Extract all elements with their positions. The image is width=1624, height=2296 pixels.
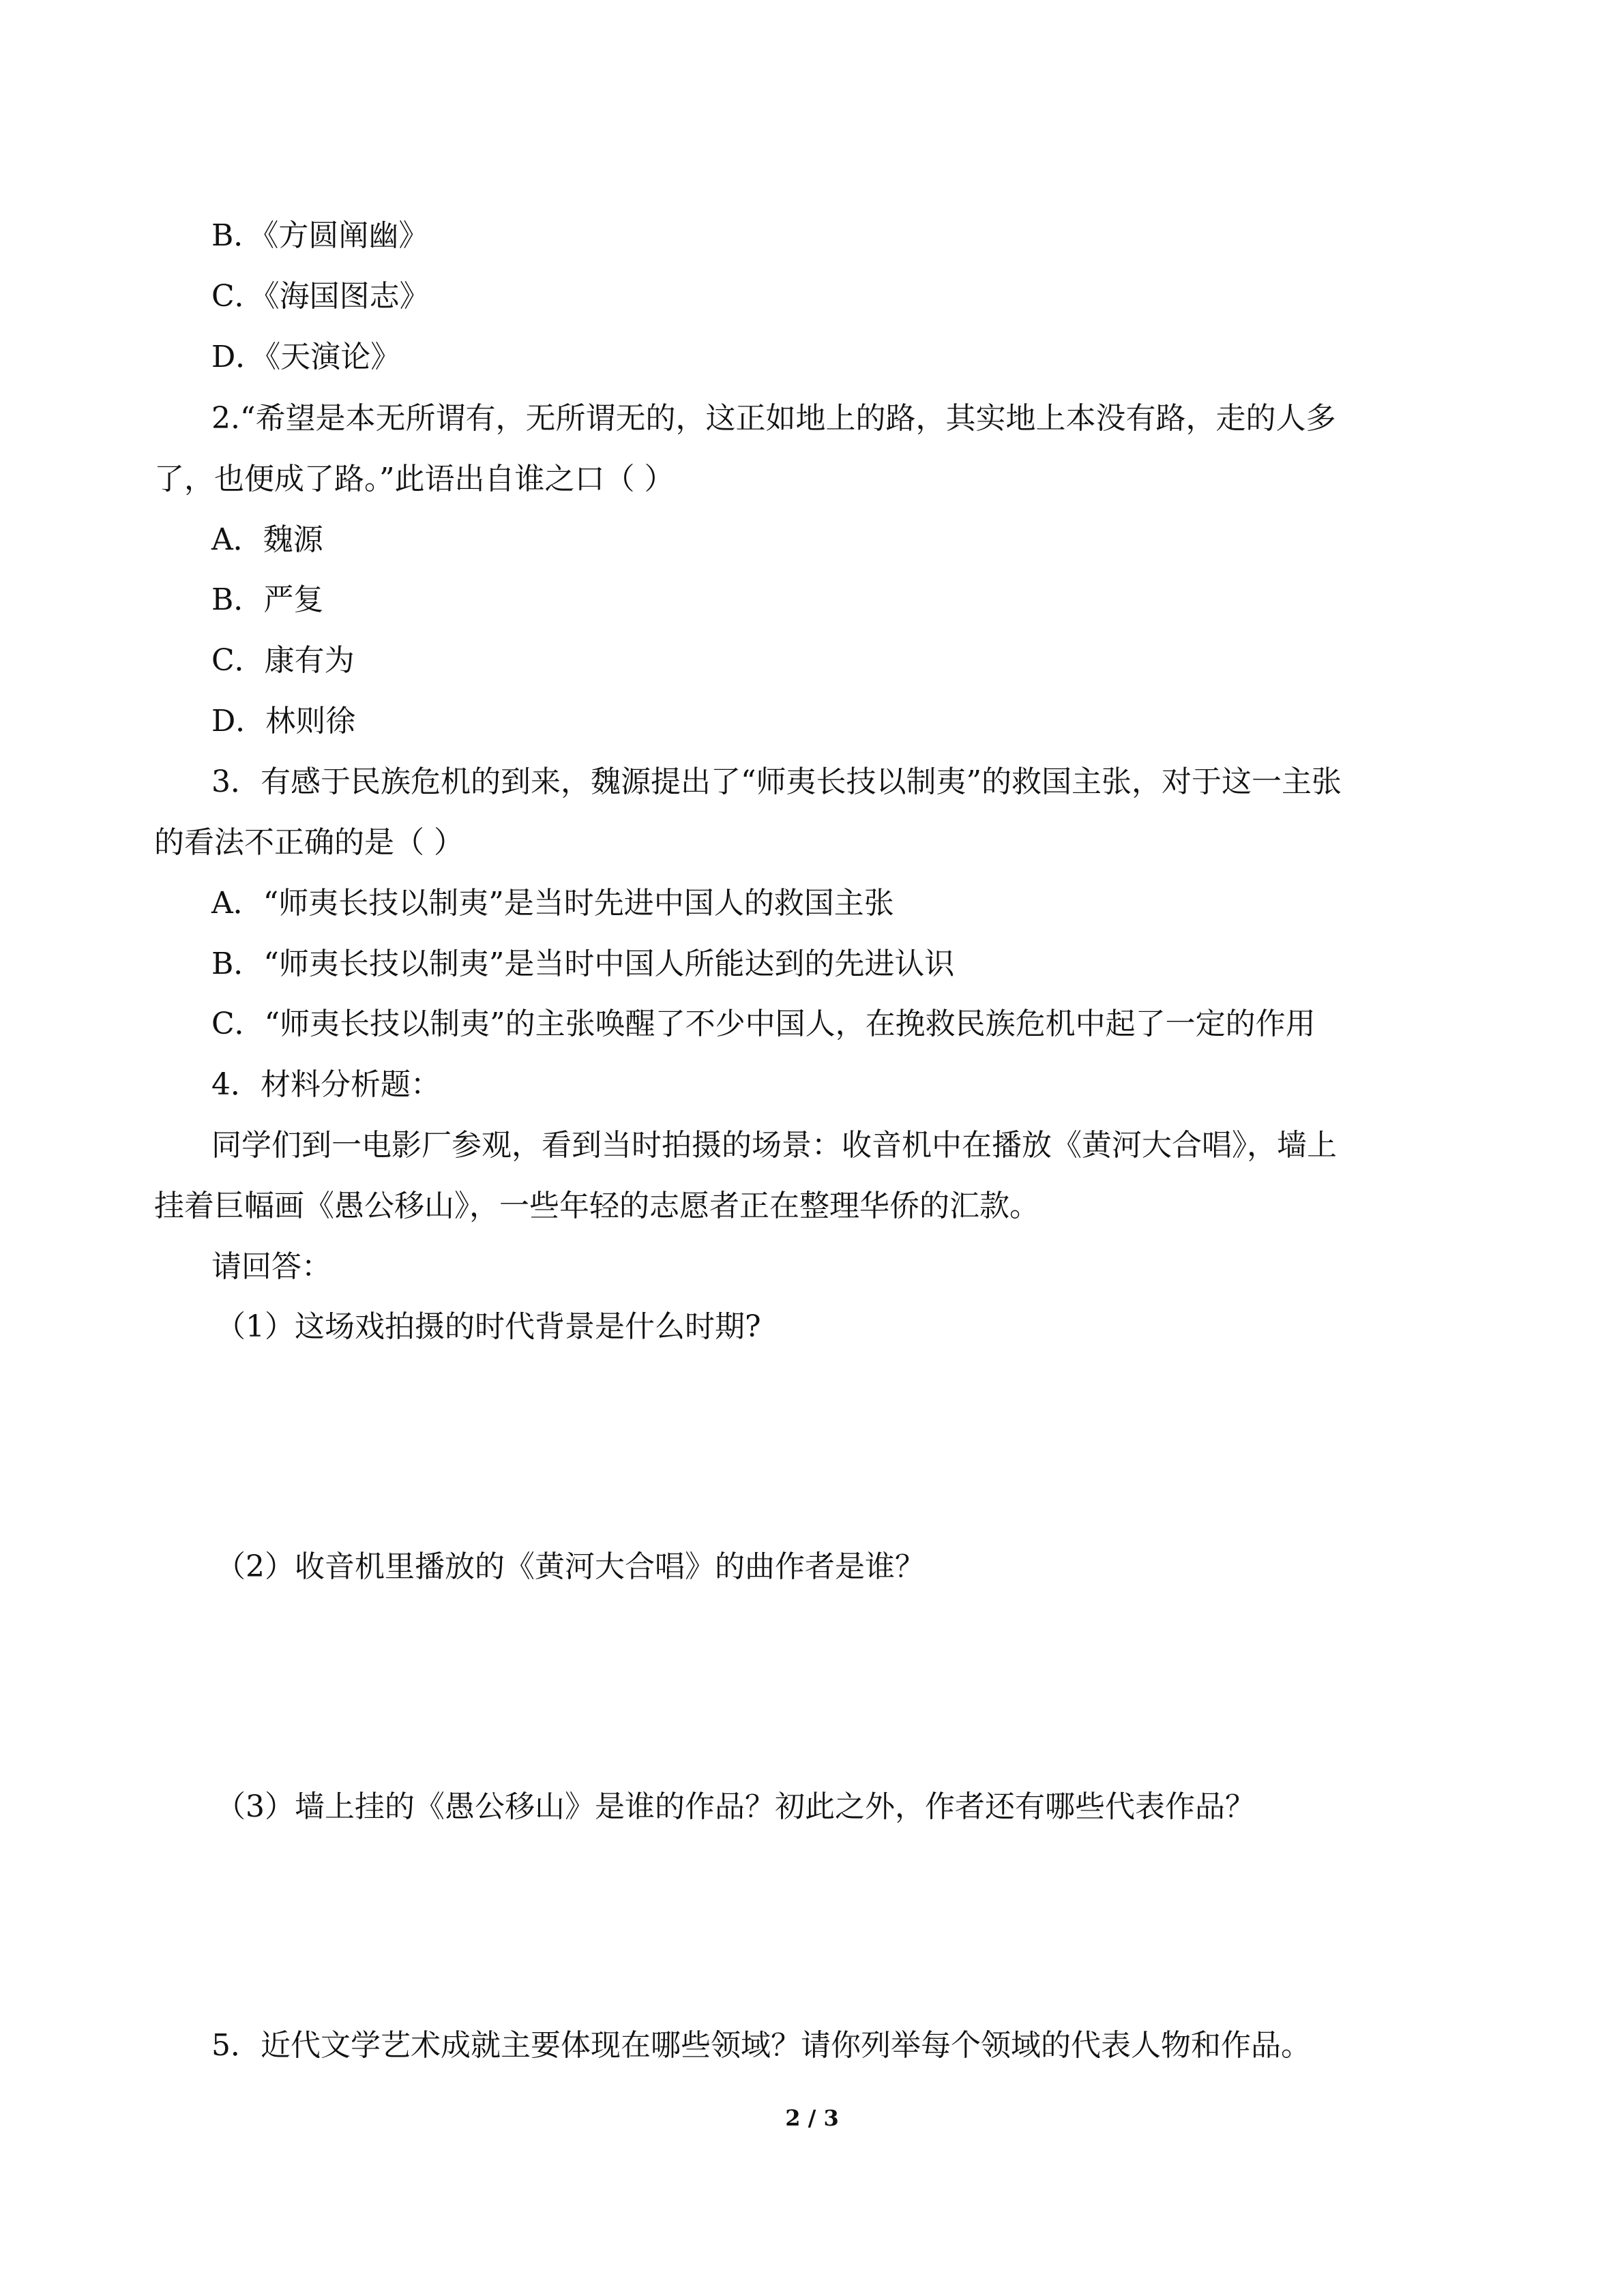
q2-stem-line2: 了，也便成了路。”此语出自谁之口（ ） <box>154 462 675 496</box>
q4-sub3: （3）墙上挂的《愚公移山》是谁的作品？初此之外，作者还有哪些代表作品？ <box>216 1789 1255 1824</box>
q2-option-b: B．严复 <box>211 582 324 617</box>
page-number: 2 / 3 <box>785 2105 839 2131</box>
q1-option-d: D．《天演论》 <box>211 340 401 374</box>
q4-prompt: 请回答： <box>211 1249 331 1284</box>
q3-stem-line1: 3．有感于民族危机的到来，魏源提出了“师夷长技以制夷”的救国主张，对于这一主张 <box>211 764 1342 799</box>
q2-option-d: D．林则徐 <box>211 704 356 739</box>
q2-option-c: C．康有为 <box>211 643 355 678</box>
q4-material-line1: 同学们到一电影厂参观，看到当时拍摄的场景：收音机中在播放《黄河大合唱》，墙上 <box>211 1128 1337 1163</box>
q4-sub2: （2）收音机里播放的《黄河大合唱》的曲作者是谁？ <box>216 1549 925 1584</box>
q4-title: 4．材料分析题： <box>211 1067 441 1102</box>
q3-option-c: C．“师夷长技以制夷”的主张唤醒了不少中国人，在挽救民族危机中起了一定的作用 <box>211 1007 1316 1041</box>
q1-option-b: B．《方圆阐幽》 <box>211 218 429 253</box>
q3-option-b: B．“师夷长技以制夷”是当时中国人所能达到的先进认识 <box>211 946 955 981</box>
q3-option-a: A．“师夷长技以制夷”是当时先进中国人的救国主张 <box>211 886 894 921</box>
q1-option-c: C．《海国图志》 <box>211 279 430 314</box>
q5-stem: 5．近代文学艺术成就主要体现在哪些领域？请你列举每个领域的代表人物和作品。 <box>211 2028 1311 2063</box>
q2-option-a: A．魏源 <box>211 522 323 557</box>
q4-material-line2: 挂着巨幅画《愚公移山》，一些年轻的志愿者正在整理华侨的汇款。 <box>154 1189 1039 1223</box>
q2-stem-line1: 2.“希望是本无所谓有，无所谓无的，这正如地上的路，其实地上本没有路，走的人多 <box>211 401 1336 436</box>
q4-sub1: （1）这场戏拍摄的时代背景是什么时期? <box>216 1309 761 1344</box>
q3-stem-line2: 的看法不正确的是（ ） <box>154 825 464 860</box>
